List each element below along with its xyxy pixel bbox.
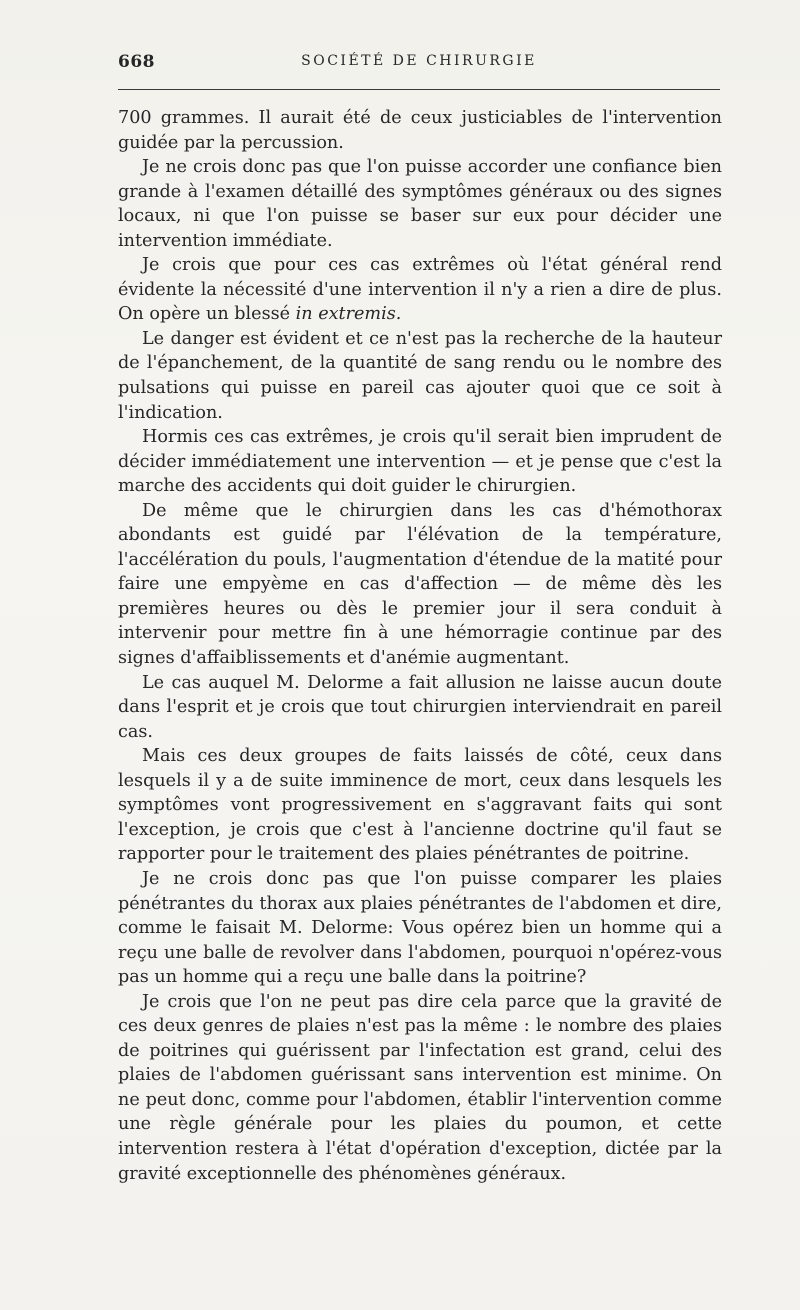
page-number: 668: [118, 52, 155, 72]
paragraph: Je crois que l'on ne peut pas dire cela parce que la gravité de ces deux genres de plaies n'est pas la même : le nombre des plaies de poitrines qui guérissent par l'infectation est grand, celui des plaies de l'abdomen guérissant sans intervention est minime. On ne peut donc, comme pour l'abdomen, établir l'intervention comme une règle générale pour les plaies du poumon, et cette intervention restera à l'état d'opération d'exception, dictée par la gravité exceptionnelle des phénomènes généraux.: [118, 991, 722, 1184]
page-header: [118, 52, 720, 74]
paragraph-text: Je crois que pour ces cas extrêmes où l'état général rend évidente la nécessité d'une intervention il n'y a rien a dire de plus. On opère un blessé: [118, 255, 722, 325]
paragraph: Hormis ces cas extrêmes, je crois qu'il serait bien imprudent de décider immédiatement une intervention — et je pense que c'est la marche des accidents qui doit guider le chirurgien.: [118, 427, 722, 497]
paragraph: Je ne crois donc pas que l'on puisse comparer les plaies pénétrantes du thorax aux plaies pénétrantes de l'abdomen et dire, comme le faisait M. Delorme: Vous opérez bien un homme qui a reçu une balle de revolver dans l'abdomen, pourquoi n'opérez-vous pas un homme qui a reçu une balle dans la poitrine?: [118, 868, 722, 988]
latin-phrase: in extremis.: [295, 304, 402, 325]
paragraph: 700 grammes. Il aurait été de ceux justiciables de l'intervention guidée par la percussion.: [118, 108, 722, 153]
paragraph: Le cas auquel M. Delorme a fait allusion ne laisse aucun doute dans l'esprit et je crois que tout chirurgien interviendrait en pareil cas.: [118, 672, 722, 742]
paragraph: Je ne crois donc pas que l'on puisse accorder une confiance bien grande à l'examen détaillé des symptômes généraux ou des signes locaux, ni que l'on puisse se baser sur eux pour décider une intervention immédiate.: [118, 157, 722, 251]
paragraph: [118, 253, 722, 327]
paragraph: Mais ces deux groupes de faits laissés de côté, ceux dans lesquels il y a de suite imminence de mort, ceux dans lesquels les symptômes vont progressivement en s'aggravant faits qui sont l'exception, je crois que c'est à l'ancienne doctrine qu'il faut se rapporter pour le traitement des plaies pénétrantes de poitrine.: [118, 746, 722, 865]
header-rule: [118, 89, 720, 90]
running-head: SOCIÉTÉ DE CHIRURGIE: [301, 53, 537, 69]
body-text: [118, 106, 722, 1186]
paragraph: Le danger est évident et ce n'est pas la recherche de la hauteur de l'épanchement, de la quantité de sang rendu ou le nombre des pulsations qui puisse en pareil cas ajouter quoi que ce soit à l'indication.: [118, 328, 722, 423]
paragraph: De même que le chirurgien dans les cas d'hémothorax abondants est guidé par l'élévation de la température, l'accélération du pouls, l'augmentation d'étendue de la matité pour faire une empyème en cas d'affection — de même dès les premières heures ou dès le premier jour il sera conduit à intervenir pour mettre fin à une hémorragie continue par des signes d'affaiblissements et d'anémie augmentant.: [118, 500, 722, 669]
